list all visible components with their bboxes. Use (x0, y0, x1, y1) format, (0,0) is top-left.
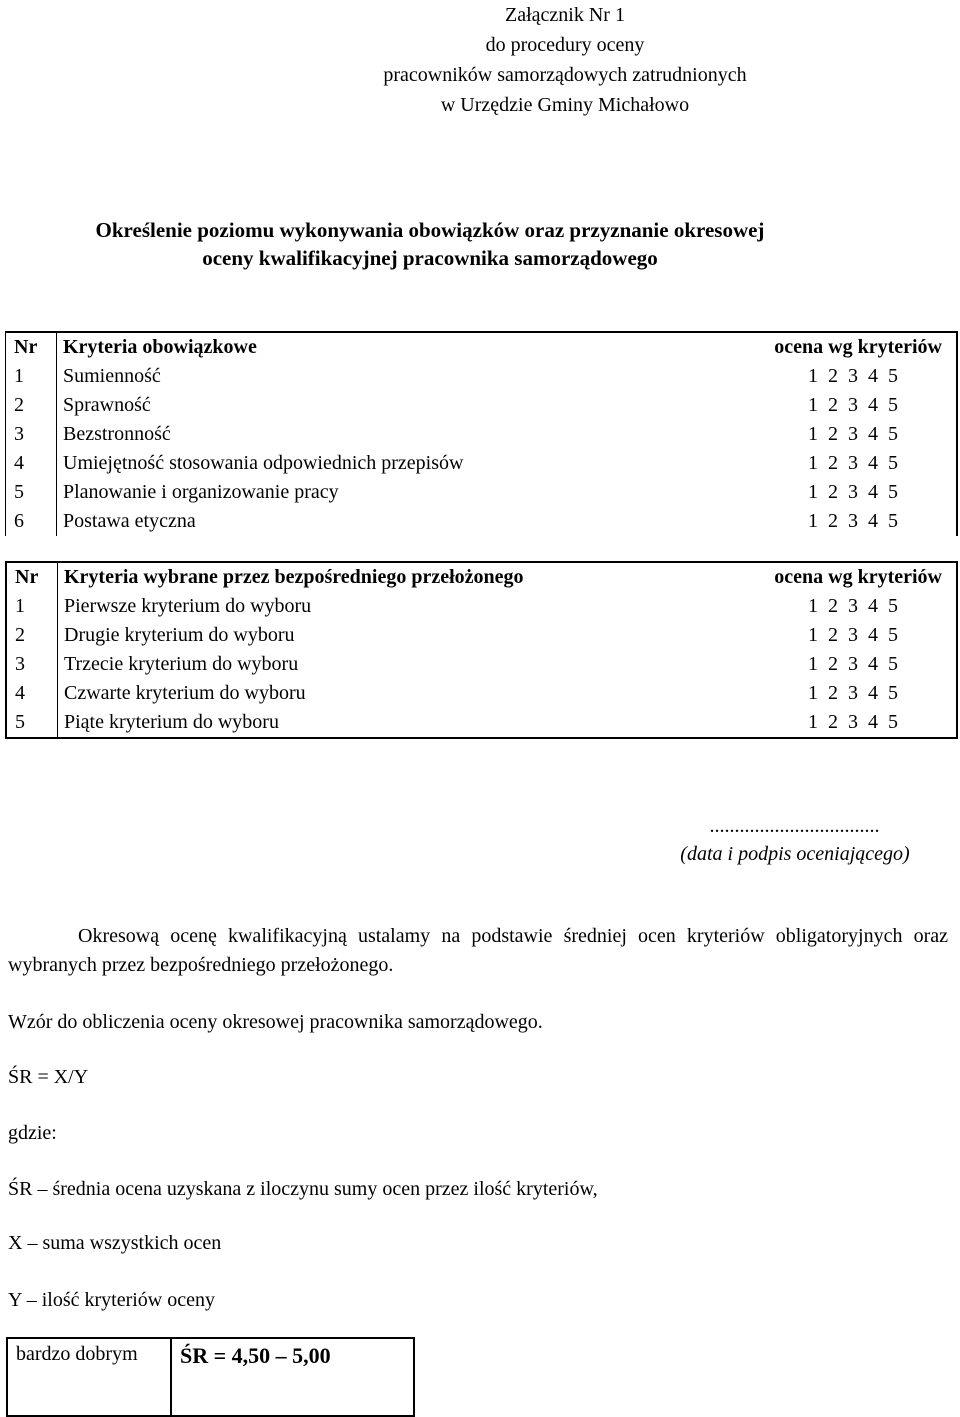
row-criteria: Trzecie kryterium do wyboru (64, 653, 299, 675)
table-row (7, 1338, 414, 1416)
row-score: 1 2 3 4 5 (808, 624, 898, 646)
row-score: 1 2 3 4 5 (808, 653, 898, 675)
definition-sr: ŚR – średnia ocena uzyskana z iloczynu sumy ocen przez ilość kryteriów, (8, 1178, 598, 1200)
table-header-row (6, 562, 957, 592)
document-title (0, 216, 860, 272)
row-criteria: Postawa etyczna (63, 510, 196, 532)
table-row (6, 391, 958, 420)
title-line: oceny kwalifikacyjnej pracownika samorządowego (202, 246, 658, 270)
row-nr: 4 (6, 679, 58, 708)
attachment-note (330, 0, 800, 120)
row-nr: 5 (6, 478, 57, 507)
paragraph-intro: Okresową ocenę kwalifikacyjną ustalamy na podstawie średniej ocen kryteriów obligatoryjnych oraz wybranych przez bezpośredniego przełożonego. (8, 925, 948, 976)
row-score: 1 2 3 4 5 (672, 449, 957, 478)
table-row (6, 679, 957, 708)
row-nr: 1 (6, 362, 57, 391)
definition-y: Y – ilość kryteriów oceny (8, 1289, 215, 1311)
row-criteria: Planowanie i organizowanie pracy (63, 481, 339, 503)
row-score: 1 2 3 4 5 (672, 362, 957, 391)
header-criteria: Kryteria wybrane przez bezpośredniego przełożonego (64, 566, 524, 588)
row-criteria: Piąte kryterium do wyboru (64, 711, 279, 733)
title-line: Określenie poziomu wykonywania obowiązków oraz przyznanie okresowej (95, 218, 765, 242)
attachment-line: w Urzędzie Gminy Michałowo (440, 94, 690, 116)
table-row (6, 420, 958, 449)
table-header-row (6, 332, 958, 362)
row-score: 1 2 3 4 5 (672, 420, 957, 449)
header-nr: Nr (6, 332, 57, 362)
signature-dots: .................................. (710, 815, 880, 837)
table-row (6, 592, 957, 621)
grade-range: ŚR = 4,50 – 5,00 (171, 1338, 414, 1416)
table-row (6, 621, 957, 650)
table-row (6, 449, 958, 478)
mandatory-criteria-table (5, 331, 958, 536)
row-score: 1 2 3 4 5 (808, 682, 898, 704)
row-score: 1 2 3 4 5 (808, 711, 898, 733)
row-nr: 5 (6, 708, 58, 738)
attachment-line: pracowników samorządowych zatrudnionych (383, 64, 747, 86)
row-nr: 2 (6, 621, 58, 650)
signature-caption: (data i podpis oceniającego) (680, 843, 910, 865)
attachment-line: Załącznik Nr 1 (505, 4, 625, 26)
row-nr: 6 (6, 507, 57, 536)
definition-x: X – suma wszystkich ocen (8, 1232, 222, 1254)
row-score: 1 2 3 4 5 (808, 595, 898, 617)
row-nr: 3 (6, 650, 58, 679)
header-score: ocena wg kryteriów (774, 566, 942, 588)
grade-label: bardzo dobrym (7, 1338, 171, 1416)
row-nr: 1 (6, 592, 58, 621)
table-row (6, 650, 957, 679)
table-row (6, 507, 958, 536)
formula: ŚR = X/Y (8, 1066, 89, 1088)
row-nr: 3 (6, 420, 57, 449)
row-criteria: Sprawność (63, 394, 151, 416)
row-criteria: Pierwsze kryterium do wyboru (64, 595, 312, 617)
row-score: 1 2 3 4 5 (672, 478, 957, 507)
chosen-criteria-table (5, 561, 958, 739)
paragraph-formula-intro: Wzór do obliczenia oceny okresowej pracownika samorządowego. (8, 1011, 543, 1033)
header-criteria: Kryteria obowiązkowe (63, 336, 257, 358)
where-label: gdzie: (8, 1122, 57, 1144)
row-score: 1 2 3 4 5 (672, 507, 957, 536)
table-row (6, 708, 957, 738)
row-nr: 4 (6, 449, 57, 478)
row-criteria: Bezstronność (63, 423, 171, 445)
row-score: 1 2 3 4 5 (672, 391, 957, 420)
header-score: ocena wg kryteriów (672, 332, 957, 362)
signature-block (640, 812, 950, 868)
grade-range-table (6, 1337, 415, 1417)
header-nr: Nr (6, 562, 58, 592)
attachment-line: do procedury oceny (485, 34, 645, 56)
table-row (6, 362, 958, 391)
row-criteria: Drugie kryterium do wyboru (64, 624, 295, 646)
row-criteria: Czwarte kryterium do wyboru (64, 682, 306, 704)
row-criteria: Sumienność (63, 365, 161, 387)
table-row (6, 478, 958, 507)
row-nr: 2 (6, 391, 57, 420)
row-criteria: Umiejętność stosowania odpowiednich przepisów (63, 452, 464, 474)
